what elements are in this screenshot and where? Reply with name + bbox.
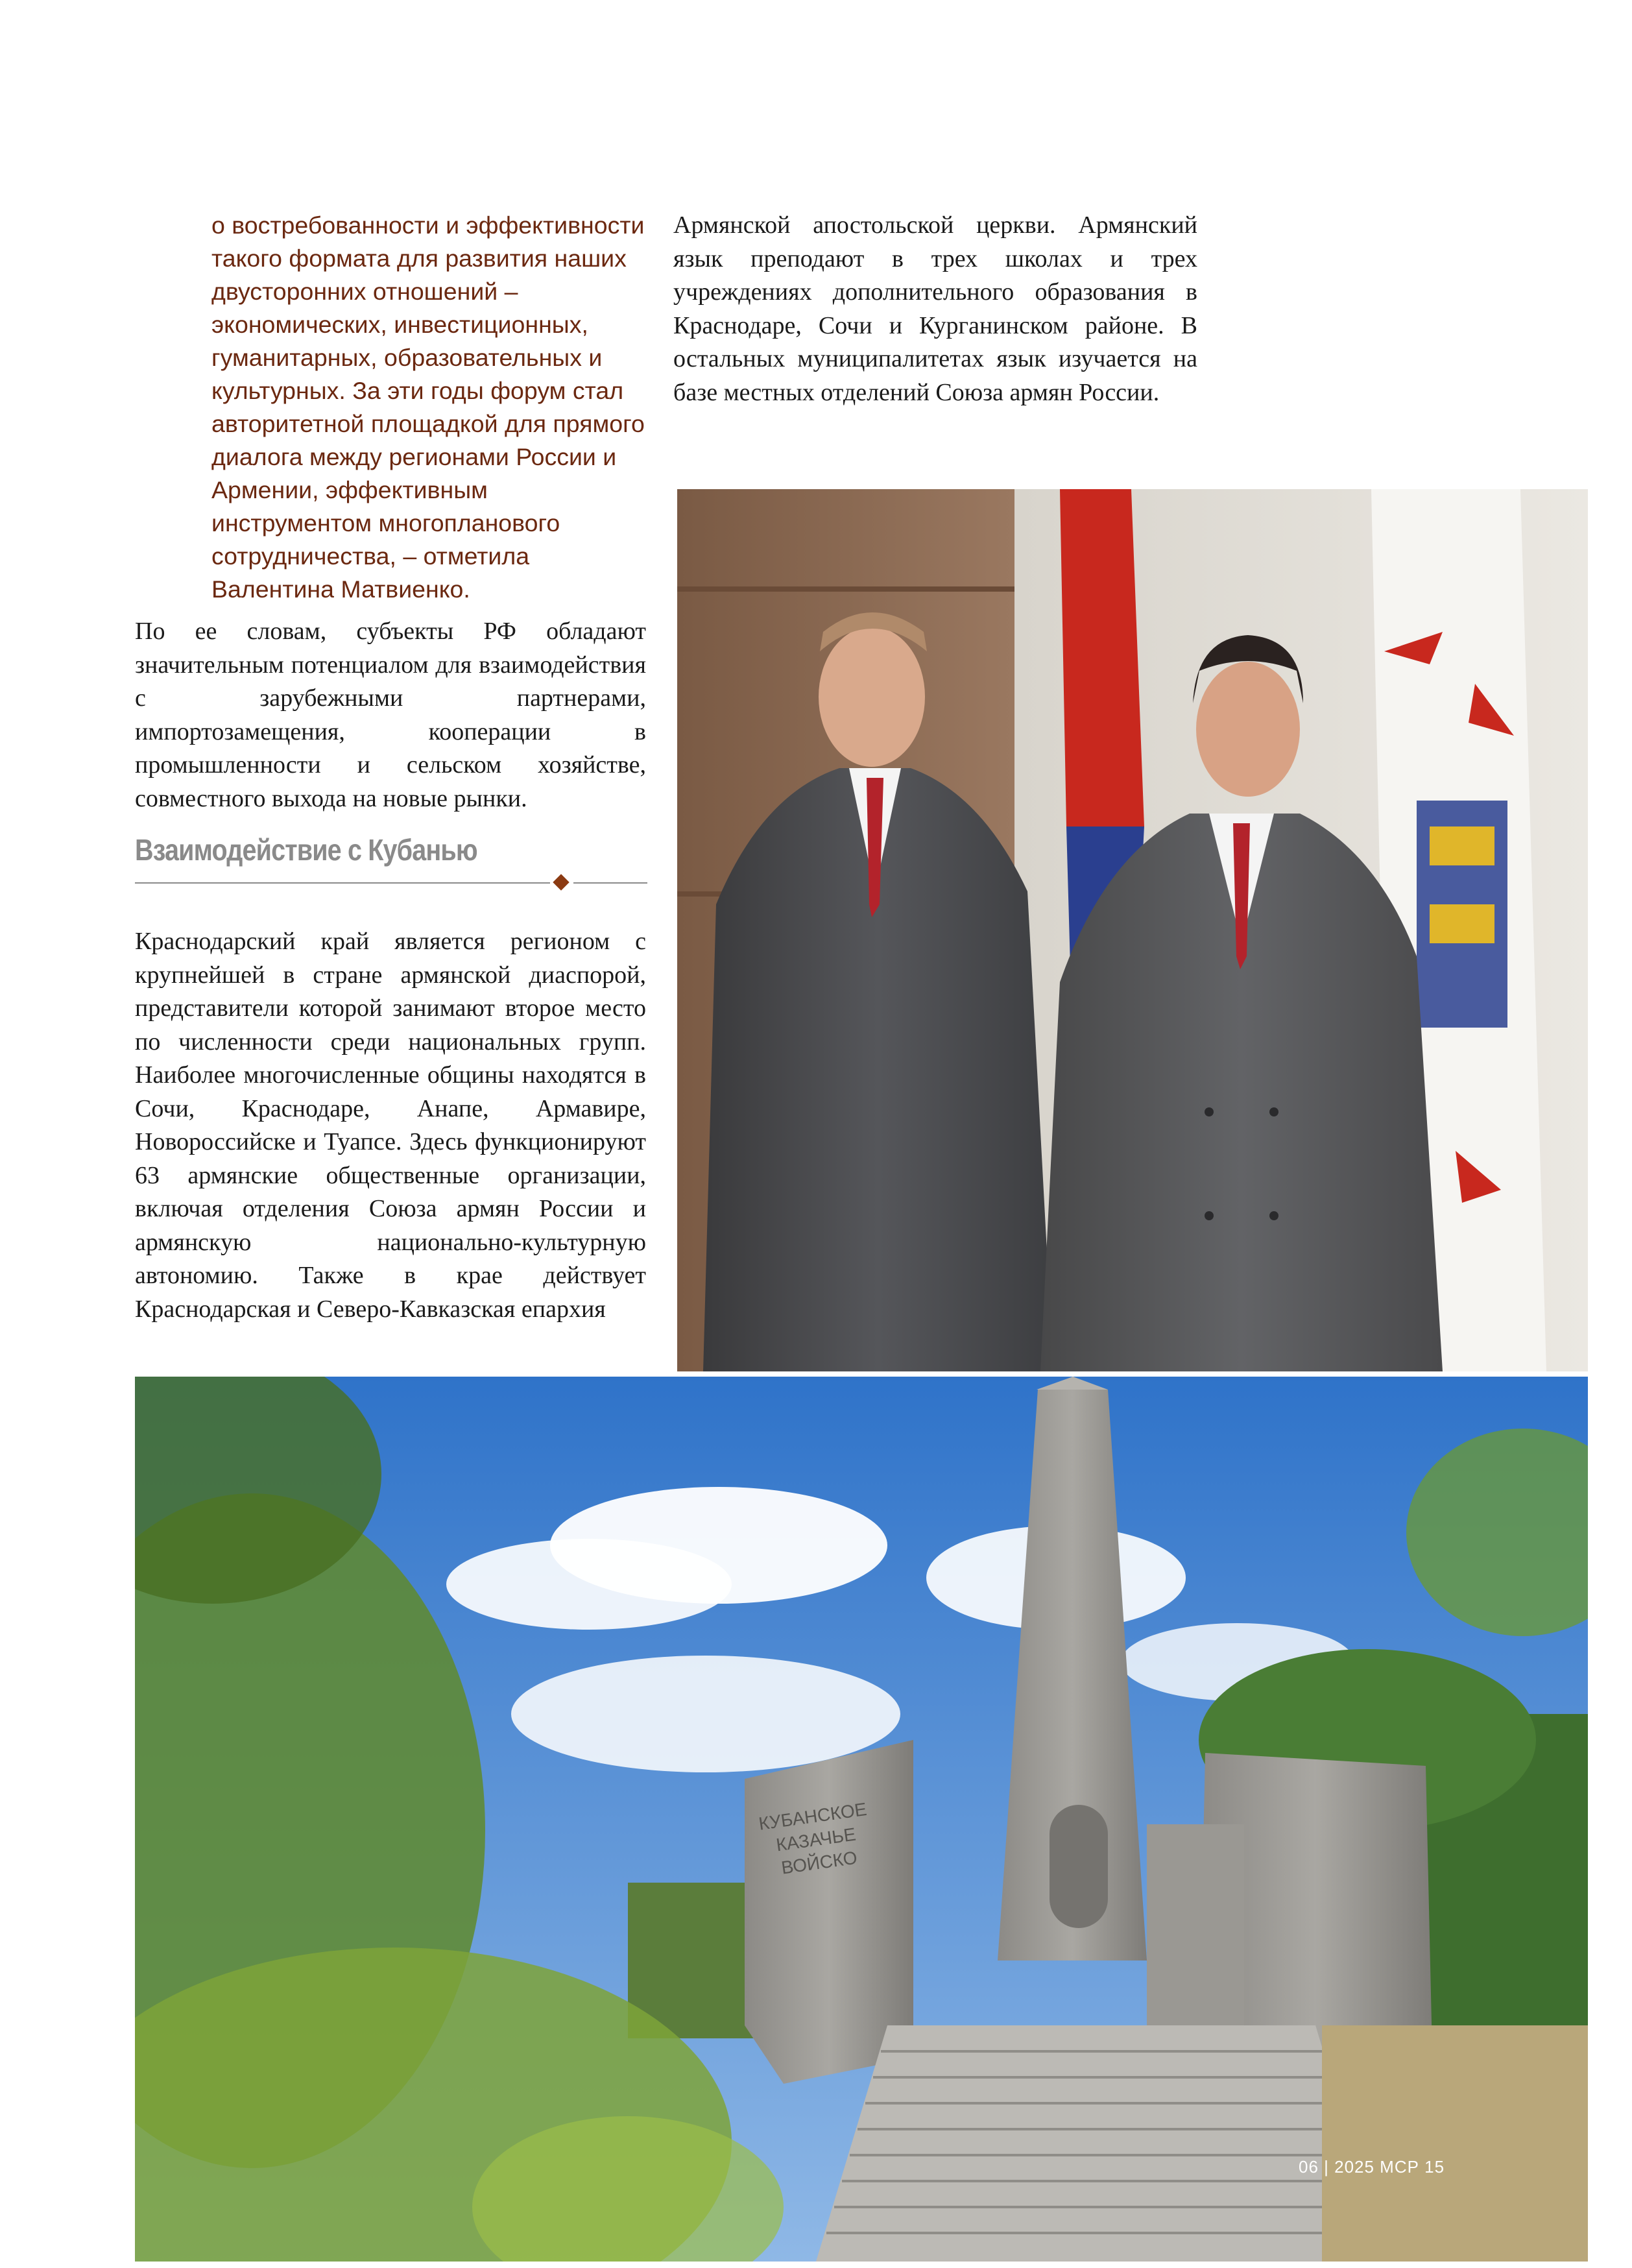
officials-photo (677, 489, 1588, 1371)
right-column-paragraph: Армянской апостольской церкви. Армянский язык преподают в трех школах и трех учреждениях дополнительного образования в Краснодаре, Сочи и Курганинском районе. В остальных муниципалитетах язык изучается на базе местных отделений Союза армян России. (673, 211, 1197, 406)
heading-rule-right (573, 882, 647, 884)
monument-photo (135, 1377, 1588, 2262)
body-paragraph-1: По ее словам, субъекты РФ обладают значительным потенциалом для взаимодействия с зарубежными партнерами, импортозамещения, кооперации в промышленности и сельском хозяйстве, совместного выхода на новые рынки. (135, 618, 646, 812)
body-paragraph-2: Краснодарский край является регионом с крупнейшей в стране армянской диаспорой, представители которой занимают второе место по численности среди национальных групп. Наиболее многочисленные общины находятся в Сочи, Краснодаре, Анапе, Армавире, Новороссийске и Туапсе. Здесь функционируют 63 армянские общественные организации, включая отделения Союза армян России и армянскую национально-культурную автономию. Также в крае действует Краснодарская и Северо-Кавказская епархия (135, 928, 646, 1323)
section-heading (135, 832, 647, 890)
page-folio: 06 | 2025 МСР 15 (1299, 2157, 1445, 2177)
diamond-ornament-icon (553, 874, 569, 890)
section-heading-title: Взаимодействие с Кубанью (135, 833, 477, 867)
pull-quote: о востребованности и эффективности такого формата для развития наших двусторонних отношений – экономических, инвестиционных, гуманитарных, образовательных и культурных. За эти годы форум стал авторитетной площадкой для прямого диалога между регионами России и Армении, эффективным инструментом многопланового сотрудничества, – отметила Валентина Матвиенко. (211, 211, 645, 603)
heading-rule-left (135, 882, 550, 884)
monument-inscription: КУБАНСКОЕ КАЗАЧЬЕ ВОЙСКО (757, 1798, 869, 1878)
